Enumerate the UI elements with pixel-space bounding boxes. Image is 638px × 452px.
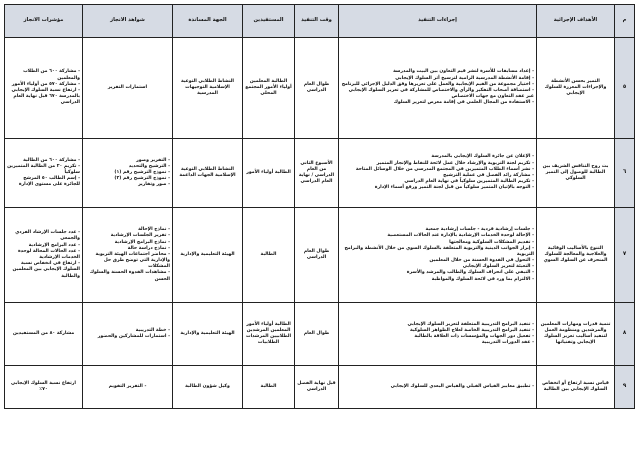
evidence-item: - نماذج دراسة حالة	[127, 245, 170, 251]
indicator-item: - مشاركة ٦٠٠ من الطلاب والمعلمين	[23, 69, 80, 81]
evidence-item: - خطة التدريبية	[135, 327, 170, 333]
procedures-cell	[339, 366, 537, 409]
evidence-cell	[83, 208, 173, 303]
evidence-cell: استمارات التقرير	[83, 38, 173, 139]
row-number: ٦	[615, 139, 635, 208]
beneficiaries-cell: الطالبة المعلمين أولياء الأمور المجتمع المحلي	[243, 38, 295, 139]
evidence-item: - نماذج البرامج الإرشادية	[114, 239, 170, 245]
time-cell: طوال العام	[295, 303, 339, 366]
table-row	[5, 366, 635, 409]
indicators-cell	[5, 208, 83, 303]
indicator-item: - إسم الطالب ٥٠ المرشح للجائزة على مستوى الإدارة	[18, 176, 80, 188]
evidence-item: - صور وتقارير	[138, 182, 170, 188]
evidence-cell	[83, 139, 173, 208]
time-cell: قبل نهاية الفصل الدراسي	[295, 366, 339, 409]
row-number: ٨	[615, 303, 635, 366]
procedure-item: - تنفيذ البرامج التدريبية الخاصة لعلاج الظواهر السلوكية	[409, 327, 534, 333]
indicator-item: - عدد الحالات المحالة لوحدة الخدمات الإرشادية	[17, 248, 80, 260]
time-cell: طوال العام الدراسي	[295, 208, 339, 303]
beneficiaries-cell: الطالبة أولياء الأمور المعلمين المرشدين الطلابيين المرشدات الطلابيات	[243, 303, 295, 366]
procedure-item: - الالتزام بما ورد في لائحة السلوك والمواظبة	[431, 276, 534, 282]
evidence-item: - التقرير وصور	[136, 157, 170, 163]
evidence-item: - مشاهدات القدوة الحسنة والسلوك الحسن	[89, 270, 170, 282]
table-row	[5, 139, 635, 208]
evidence-item: - الترشيح والتحديد	[128, 163, 170, 169]
procedure-item: - إقامة الأنشطة المدرسية الرامية لترسيخ أثر السلوك الإيجابي	[395, 75, 534, 81]
evidence-item: - نماذج الإحالة	[138, 227, 170, 233]
evidence-item: - نموذج الترشيح رقم (٢)	[114, 176, 170, 182]
procedure-item: - تكريم لجنة التربوية والإرشاد خلال عمل لائحة للنقاط والإنجاز المتميز	[376, 160, 534, 166]
header-procedures: إجراءات التنفيذ	[339, 5, 537, 38]
evidence-item: - استمارات للمشاركين والحضور	[97, 334, 170, 339]
header-evidence: شواهد الانجاز	[83, 5, 173, 38]
beneficiaries-cell: الطالبة أولياء الأمور	[243, 139, 295, 208]
header-row	[5, 5, 635, 38]
procedures-cell	[339, 303, 537, 366]
header-indicators: مؤشرات الانجاز	[5, 5, 83, 38]
indicator-item: - مشاركة ٦٠٠ من الطالبة	[23, 157, 80, 163]
plan-page	[4, 4, 634, 448]
header-goals: الأهداف الإجرائية	[537, 5, 615, 38]
procedure-item: - تطبيق معايير القياس القبلي والقياس البعدي للسلوك الإيجابي	[390, 383, 534, 389]
procedure-item: - التبقي على انحراف السلوك والطالب والمرشد والأسرة	[406, 270, 534, 276]
behavior-plan-table	[4, 4, 635, 409]
procedure-item: - إبراز الجوانب الدينية والتربوية المتعلقة بالسلوك السوي من خلال الأنشطة والبرامج التربوية	[344, 245, 534, 257]
header-partners: الجهة المساندة	[173, 5, 243, 38]
evidence-item: - تقرير الجلسات الإرشادية	[110, 233, 170, 239]
beneficiaries-cell: الطالبة	[243, 366, 295, 409]
goal-cell: قياس نسبة ارتفاع أو انخفاض السلوك الإيجابي بين الطالبة	[537, 366, 615, 409]
procedure-item: - الإعلان عن جائزة السلوك الإيجابي بالمدرسة	[431, 154, 534, 160]
indicator-item: - ارتفاع في انخفاض نسبة السلوك الإيجابي بين المعلمين والطالبة	[12, 261, 80, 279]
table-row	[5, 303, 635, 366]
indicators-cell: مشاركة ٨٠ من المستفيدين	[5, 303, 83, 366]
indicators-cell	[5, 38, 83, 139]
indicators-cell: ارتفاع نسبة السلوك الإيجابي ٧٠٪	[5, 366, 83, 409]
table-row	[5, 208, 635, 303]
indicator-item: - مشاركة ٥٧٠ من أولياء الأمور	[11, 81, 80, 87]
procedure-item: - تفعيل دور الجهات والمؤسسات ذات العلاقة بالطالبة	[414, 334, 534, 339]
goal-cell: بث روح التنافس الشريف بين الطالبة للوصول إلى التميز السلوكي	[537, 139, 615, 208]
procedure-item: - الإحالة لوحدة الخدمات الإرشادية بالإدارة عند الحالات المستعصية	[387, 233, 534, 239]
goal-cell: التميز بحسن الأنشطة والإجراءات المعززة للسلوك الإيجابي	[537, 38, 615, 139]
indicator-item: - تكريم ٢٠ من الطالبة المتميزين سلوكياً	[7, 163, 80, 175]
partners-cell: الهيئة التعليمية والإدارية	[173, 208, 243, 303]
procedure-item: - تنفيذ البرامج التدريبية المتعلقة لتعزيز السلوك الإيجابي	[407, 321, 534, 327]
goal-cell: التنوع بالأساليب الوقائية والعلاجية والمعالجة للسلوك المنحرف عن السلوك السوي	[537, 208, 615, 303]
evidence-cell: - التقرير التقويم	[83, 366, 173, 409]
beneficiaries-cell: الطالبة	[243, 208, 295, 303]
time-cell: طوال العام الدراسي	[295, 38, 339, 139]
row-number: ٥	[615, 38, 635, 139]
header-m: م	[615, 5, 635, 38]
indicators-cell	[5, 139, 83, 208]
header-time: وقت التنفيذ	[295, 5, 339, 38]
evidence-item: - نموذج الترشيح رقم (١)	[114, 169, 170, 175]
row-number: ٧	[615, 208, 635, 303]
indicator-item: - ارتفاع نسبة السلوك الإيجابي بالمدرسة ٦٧٠ قبل نهاية العام الدراسي	[11, 88, 80, 106]
evidence-item: - محاضر اجتماعات الهيئة التربوية والإدارية التي توضح طرق حل المشكلات	[95, 251, 170, 270]
header-beneficiaries: المستفيدين	[243, 5, 295, 38]
procedure-item: - تكريم الطالبة المتميزين سلوكياً في نهاية العام الدراسي	[404, 179, 534, 185]
procedure-item: - التحول في القدوة الحسنة من خلال المعلمين	[429, 258, 534, 264]
row-number: ٩	[615, 366, 635, 409]
procedures-cell	[339, 208, 537, 303]
procedure-item: - إعداد مسابقات للأسرة لنشر قيم التعاون بين البيت والمدرسة	[393, 69, 534, 75]
procedure-item: - نشر أسماء الطلاب المتميزين في المجتمع المدرسي من خلال الوسائل المتاحة	[355, 166, 534, 172]
procedure-item: - عقد الدورات التدريبية	[481, 340, 534, 346]
procedure-item: - التوجه بالإتيان المتميز سلوكياً من قبل لجنة التميز ورفع أسماء الإدارة	[374, 185, 534, 191]
partners-cell: النشاط الطلابي التوعية الإسلامية الجهات الداعمة	[173, 139, 243, 208]
procedure-item: - مشاركة رائد الفصل في عملية الترشيح	[443, 173, 534, 178]
procedure-item: - الاستفادة من المجال العلمي في إقامة معرض لتعزيز السلوك	[393, 100, 534, 106]
partners-cell: النشاط الطلابي التوعية الإسلامية التوجيهات المدرسية	[173, 38, 243, 139]
partners-cell: الهيئة التعليمية والإدارية	[173, 303, 243, 366]
table-row	[5, 38, 635, 139]
procedures-cell	[339, 139, 537, 208]
partners-cell: وكيل شؤون الطالبة	[173, 366, 243, 409]
procedure-item: - جلسات إرشادية فردية - جلسات إرشادية جمعية	[425, 227, 534, 233]
indicator-item: - عدد جلسات الإرشاد الفردي والجمعي	[15, 230, 80, 242]
procedure-item: - تقديم المشكلات السلوكية ومعالجتها	[449, 239, 534, 245]
goal-cell: تنمية قدرات ومهارات المعلمين والمرشدين ومنظومة العمل لتنفيذ أساليب تعزيز السلوك الإيجابي وتقنياتها	[537, 303, 615, 366]
procedure-item: - اختيار مجموعة من القيم الإيجابية والعمل على تعزيزها وفق الدليل الإجرائي للبرنامج	[341, 81, 534, 87]
procedures-cell	[339, 38, 537, 139]
procedure-item: - التعبئة لتعزيز السلوك الإيجابي	[462, 264, 534, 270]
evidence-cell	[83, 303, 173, 366]
procedure-item: - استضافة أصحاب التفكير والرأي والاختصاص للمشاركة في تعزيز السلوك الإيجابي عبر عقد التعاون مع جهات الاختصاص	[348, 88, 534, 100]
time-cell: الأسبوع الثاني من العام الدراسي / نهاية العام الدراسي	[295, 139, 339, 208]
indicator-item: - عدد البرامج الإرشادية	[28, 242, 80, 248]
